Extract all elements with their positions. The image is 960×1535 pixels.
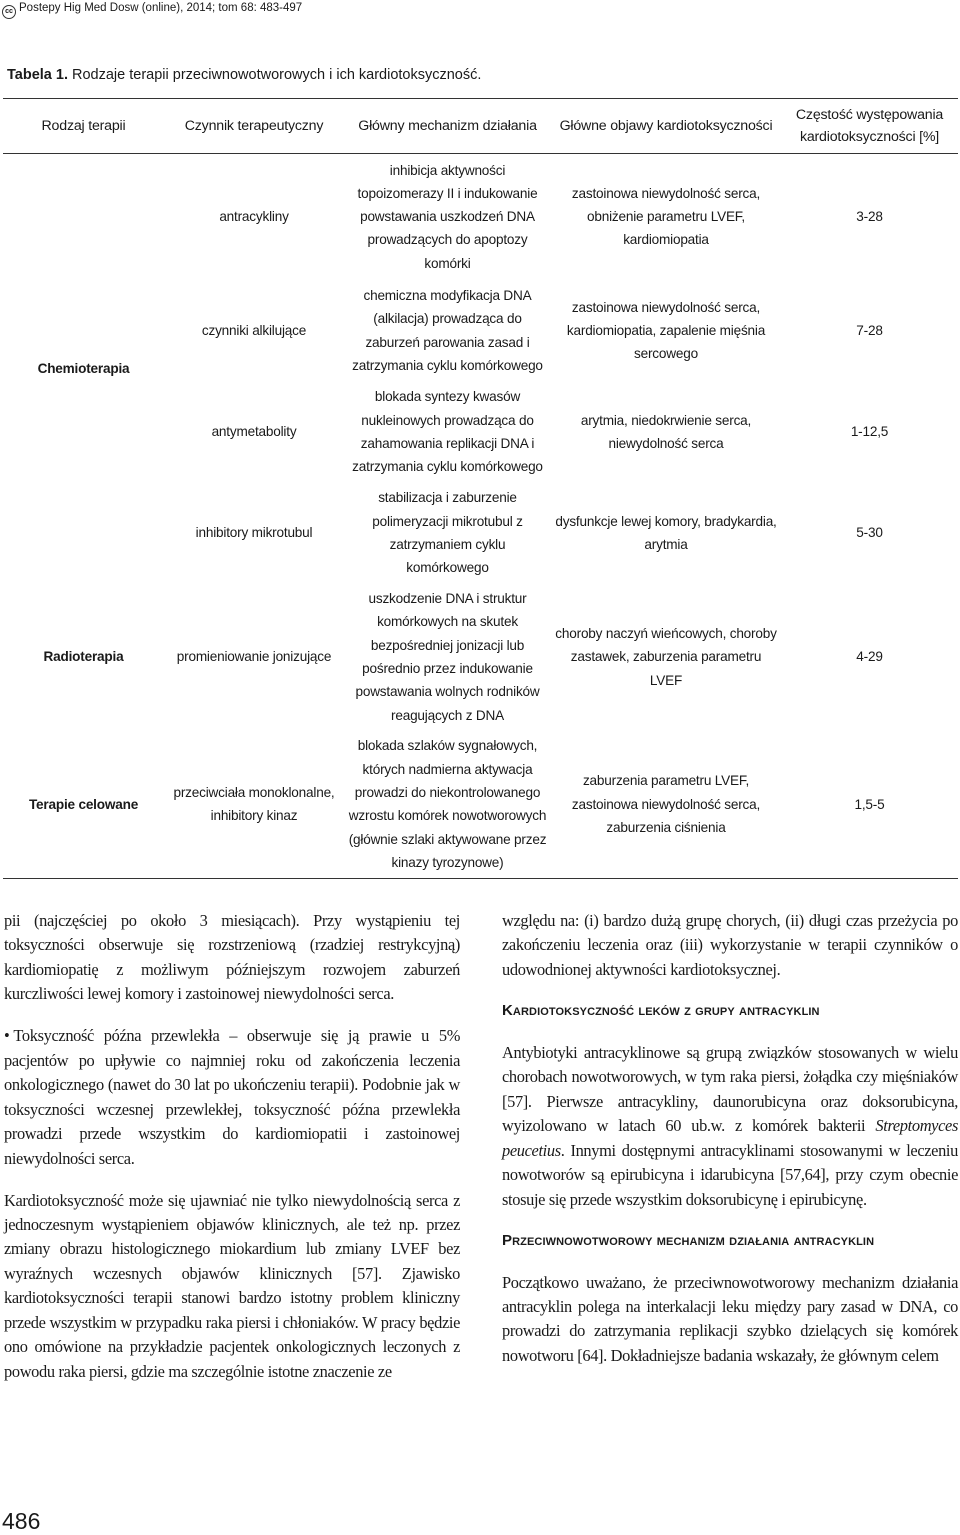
- body-paragraph: Kardiotoksyczność może się ujawniać nie tylko niewydolnością serca z jednoczesnym wystąpieniem objawów klinicznych, ale też np. przez zmiany obrazu histologicznego miokardium lub zmiany LVEF bez wyraźnych wczesnych objawów klinicznych [57]. Zjawisko kardiotoksyczności terapii stanowi bardzo istotny problem kliniczny przede wszystkim w przypadku raka piersi i chłoniaków. W pracy będzie ono omówione na przykładzie pacjentek onkologicznych leczonych z powodu raka piersi, gdzie ma szczególnie istotne znaczenie ze: [4, 1190, 460, 1381]
- species-name: Streptomyces peucetius: [502, 1116, 958, 1160]
- cell-symptoms: zastoinowa niewydolność serca, obniżenie parametru LVEF, kardiomiopatia: [571, 185, 761, 248]
- creative-commons-icon: cc: [2, 5, 16, 19]
- page-number: 486: [2, 1508, 41, 1534]
- header-agent: Czynnik terapeutyczny: [164, 99, 344, 154]
- cell-symptoms: dysfunkcje lewej komory, bradykardia, arytmia: [555, 513, 777, 552]
- cell-frequency: 1,5-5: [781, 731, 958, 879]
- body-paragraph: [502, 1041, 958, 1212]
- cell-agent: przeciwciała monoklonalne, inhibitory kinaz: [164, 731, 344, 879]
- paragraph-text: Antybiotyki antracyklinowe są grupą związków stosowanych w wielu chorobach nowotworowych, w tym raka piersi, żołądka czy mięśniaków [57]. Pierwsze antracykliny, daunorubicyna oraz doksorubicyna, wyizolowano w latach 60 ub.w. z komórek bakterii: [502, 1042, 958, 1136]
- therapy-table-wrapper: [3, 98, 958, 879]
- cell-frequency: 3-28: [856, 209, 883, 225]
- bullet-paragraph: • Toksyczność późna przewlekła – obserwuje się ją prawie u 5% pacjentów po upływie co najmniej roku od zakończenia leczenia onkologicznego (nawet do 30 lat po ukończeniu terapii). Podobnie jak w toksyczności wczesnej przewlekłej, toksyczność późna przewlekła prowadzi przede wszystkim do kardiomiopatii i zastoinowej niewydolności serca.: [4, 1024, 460, 1171]
- header-symptoms: Główne objawy kardiotoksyczności: [551, 99, 781, 154]
- right-text-column: [502, 909, 958, 1386]
- header-therapy-type: Rodzaj terapii: [3, 99, 164, 154]
- cell-agent: antymetabolity: [211, 424, 297, 440]
- body-paragraph: Początkowo uważano, że przeciwnowotworowy mechanizm działania antracyklin polega na interkalacji leku między pary zasad w DNA, co prowadzi do zatrzymania replikacji szybko dzielących się komórek nowotworu [64]. Dokładniejsze badania wskazały, że głównym celem: [502, 1272, 958, 1365]
- cell-mechanism: chemiczna modyfikacja DNA (alkilacja) prowadząca do zaburzeń parowania zasad i zatrzymania cyklu komórkowego: [352, 287, 543, 373]
- header-frequency: Częstość występowania kardiotoksyczności [%]: [781, 99, 958, 154]
- cell-frequency: 5-30: [856, 525, 883, 541]
- section-heading: Kardiotoksyczność leków z grupy antracyklin: [502, 1001, 820, 1019]
- paragraph-text: . Innymi dostępnymi antracyklinami stosowanymi w leczeniu nowotworów są epirubicyna i idarubicyna [57,64], przy czym obecnie stosuje się przede wszystkim doksorubicynę i epirubicynę.: [502, 1140, 958, 1209]
- header-mechanism: Główny mechanizm działania: [344, 99, 551, 154]
- cell-mechanism: blokada szlaków sygnałowych, których nadmierna aktywacja prowadzi do niekontrolowanego wzrostu komórek nowotworowych (głównie szlaki aktywowane przez kinazy tyrozynowe): [344, 731, 551, 879]
- table-caption-text: Rodzaje terapii przeciwnowotworowych i ich kardiotoksyczność.: [67, 67, 482, 83]
- table-caption-label: Tabela 1.: [7, 67, 68, 83]
- body-paragraph: pii (najczęściej po około 3 miesiącach). Przy wystąpieniu tej toksyczności obserwuje się rozstrzeniową (rzadziej restrykcyjną) kardiomiopatię z możliwym późniejszym rozwojem zaburzeń kurczliwości lewej komory i zastoinowej niewydolności serca.: [4, 911, 460, 1004]
- cell-frequency: 1-12,5: [850, 424, 889, 440]
- table-caption: [7, 67, 481, 83]
- cell-symptoms: zastoinowa niewydolność serca, kardiomiopatia, zapalenie mięśnia sercowego: [566, 299, 766, 362]
- cell-mechanism: inhibicja aktywności topoizomerazy II i indukowanie powstawania uszkodzeń DNA prowadzących do apoptozy komórki: [357, 162, 538, 271]
- cell-symptoms: zaburzenia parametru LVEF, zastoinowa niewydolność serca, zaburzenia ciśnienia: [551, 731, 781, 879]
- table-header-row: [3, 99, 958, 154]
- therapy-table: [3, 98, 958, 879]
- cell-symptoms: choroby naczyń wieńcowych, choroby zastawek, zaburzenia parametru LVEF: [555, 626, 777, 688]
- cell-agent: czynniki alkilujące: [201, 322, 307, 338]
- body-paragraph: względu na: (i) bardzo dużą grupę chorych, (ii) długi czas przeżycia po zakończeniu leczenia oraz (iii) wykorzystanie w terapii czynników o udowodnionej aktywności kardiotoksycznej.: [502, 911, 958, 979]
- section-heading: Przeciwnowotworowy mechanizm działania antracyklin: [502, 1231, 875, 1249]
- cell-mechanism: uszkodzenie DNA i struktur komórkowych na skutek bezpośredniej jonizacji lub pośrednio przez indukowanie powstawania wolnych rodników reagujących z DNA: [355, 591, 540, 723]
- cell-agent: antracykliny: [219, 209, 289, 225]
- group-radiotherapy: Radioterapia: [43, 649, 124, 665]
- table-row: [3, 154, 958, 280]
- group-chemotherapy: Chemioterapia: [37, 361, 130, 377]
- left-text-column: [4, 909, 460, 1402]
- journal-citation: Postepy Hig Med Dosw (online), 2014; tom 68: 483-497: [19, 2, 303, 14]
- cell-frequency: 4-29: [856, 649, 883, 665]
- cell-agent: inhibitory mikrotubul: [195, 525, 313, 541]
- table-row: [3, 584, 958, 731]
- group-targeted: Terapie celowane: [3, 731, 164, 879]
- table-row: [3, 731, 958, 879]
- journal-header: [2, 2, 302, 19]
- cell-symptoms: arytmia, niedokrwienie serca, niewydolność serca: [580, 412, 752, 451]
- cell-agent: promieniowanie jonizujące: [176, 649, 332, 665]
- cell-frequency: 7-28: [856, 322, 883, 338]
- cell-mechanism: blokada syntezy kwasów nukleinowych prowadząca do zahamowania replikacji DNA i zatrzymania cyklu komórkowego: [352, 389, 543, 475]
- cell-mechanism: stabilizacja i zaburzenie polimeryzacji mikrotubul z zatrzymaniem cyklu komórkowego: [372, 490, 523, 576]
